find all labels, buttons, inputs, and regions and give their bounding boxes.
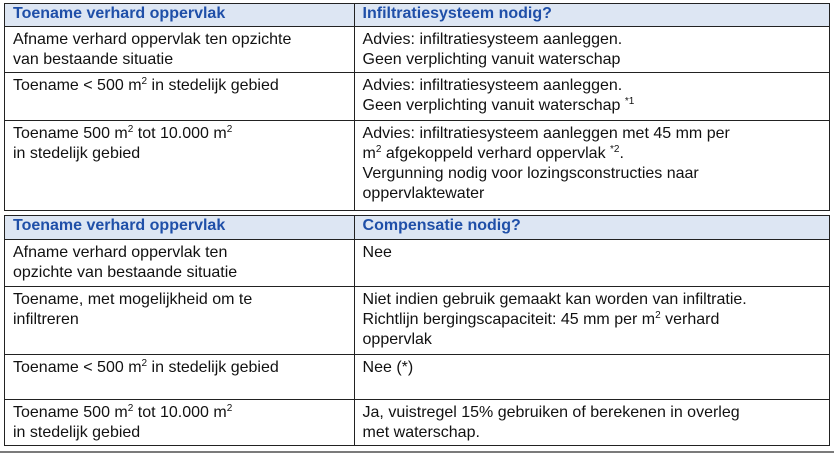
situation-line: infiltreren: [13, 311, 79, 328]
situation-line: [13, 358, 347, 378]
infiltration-table: [4, 3, 830, 211]
text-run: m: [362, 145, 376, 162]
situation-line: [13, 124, 347, 144]
superscript: 2: [226, 124, 233, 135]
situation-line: Afname verhard oppervlak ten opzichte: [13, 31, 292, 48]
situation-cell: [5, 240, 355, 287]
header-cell-infiltration: Infiltratiesysteem nodig?: [354, 4, 829, 27]
header-cell-situation: Toename verhard oppervlak: [5, 4, 355, 27]
advice-cell: [354, 73, 829, 121]
situation-line: van bestaande situatie: [13, 51, 174, 68]
compensation-line: Ja, vuistregel 15% gebruiken of berekenen in overleg: [362, 404, 740, 421]
compensation-line: Niet indien gebruik gemaakt kan worden van infiltratie.: [362, 291, 747, 308]
situation-line: opzichte van bestaande situatie: [13, 264, 238, 281]
text-run: Toename 500 m: [13, 404, 128, 421]
header-cell-compensation: Compensatie nodig?: [354, 216, 829, 240]
text-run: in stedelijk gebied: [147, 359, 279, 376]
text-run: Toename < 500 m: [13, 77, 142, 94]
superscript: 2: [226, 403, 233, 414]
table-row: [5, 73, 830, 121]
situation-line: in stedelijk gebied: [13, 424, 141, 441]
header-cell-situation: Toename verhard oppervlak: [5, 216, 355, 240]
superscript: 2: [127, 403, 134, 414]
footnote-marker: *1: [624, 96, 635, 107]
compensation-cell: [354, 400, 829, 446]
advice-line: Geen verplichting vanuit waterschap: [362, 51, 621, 68]
superscript: 2: [141, 76, 148, 87]
table-header-row: [5, 4, 830, 27]
situation-line: Afname verhard oppervlak ten: [13, 244, 228, 261]
compensation-cell: Nee (*): [354, 355, 829, 400]
superscript: 2: [141, 358, 148, 369]
table-header-row: [5, 216, 830, 240]
table-row: [5, 240, 830, 287]
text-run: Toename 500 m: [13, 125, 128, 142]
compensation-table: [4, 215, 830, 446]
table-row: [5, 121, 830, 211]
text-run: afgekoppeld verhard oppervlak: [381, 145, 611, 162]
advice-line: Advies: infiltratiesysteem aanleggen.: [362, 77, 623, 94]
bottom-divider: [0, 451, 834, 453]
compensation-line: met waterschap.: [362, 424, 480, 441]
table-row: [5, 287, 830, 355]
footnote-marker: *2: [610, 144, 620, 155]
advice-line: oppervlaktewater: [362, 185, 485, 202]
superscript: 2: [375, 144, 382, 155]
superscript: 2: [127, 124, 134, 135]
text-run: .: [619, 145, 624, 162]
table-row: [5, 400, 830, 446]
situation-cell: [5, 287, 355, 355]
text-run: verhard: [660, 311, 720, 328]
advice-line: Advies: infiltratiesysteem aanleggen.: [362, 31, 623, 48]
superscript: 2: [655, 310, 661, 321]
advice-line: Vergunning nodig voor lozingsconstructies naar: [362, 165, 699, 182]
compensation-line: [363, 310, 822, 330]
text-run: Richtlijn bergingscapaciteit: 45 mm per m: [362, 311, 656, 328]
text-run: tot 10.000 m: [133, 404, 227, 421]
advice-cell: [354, 121, 829, 211]
advice-line: Advies: infiltratiesysteem aanleggen met 45 mm per: [362, 125, 730, 142]
compensation-cell: Nee: [354, 240, 829, 287]
text-run: in stedelijk gebied: [147, 77, 279, 94]
situation-line: Toename, met mogelijkheid om te: [13, 291, 253, 308]
situation-cell: [5, 27, 355, 73]
text-run: Toename < 500 m: [13, 359, 142, 376]
compensation-cell: [354, 287, 829, 355]
text-run: tot 10.000 m: [133, 125, 227, 142]
advice-line: [363, 144, 822, 164]
table-row: [5, 355, 830, 400]
situation-cell: [5, 121, 355, 211]
advice-line: [363, 96, 822, 116]
situation-line: [13, 76, 347, 96]
situation-cell: [5, 355, 355, 400]
situation-cell: [5, 73, 355, 121]
compensation-line: oppervlak: [362, 331, 432, 348]
situation-cell: [5, 400, 355, 446]
table-row: [5, 27, 830, 73]
text-run: Geen verplichting vanuit waterschap: [362, 97, 625, 114]
situation-line: in stedelijk gebied: [13, 145, 141, 162]
situation-line: [13, 403, 347, 423]
advice-cell: [354, 27, 829, 73]
